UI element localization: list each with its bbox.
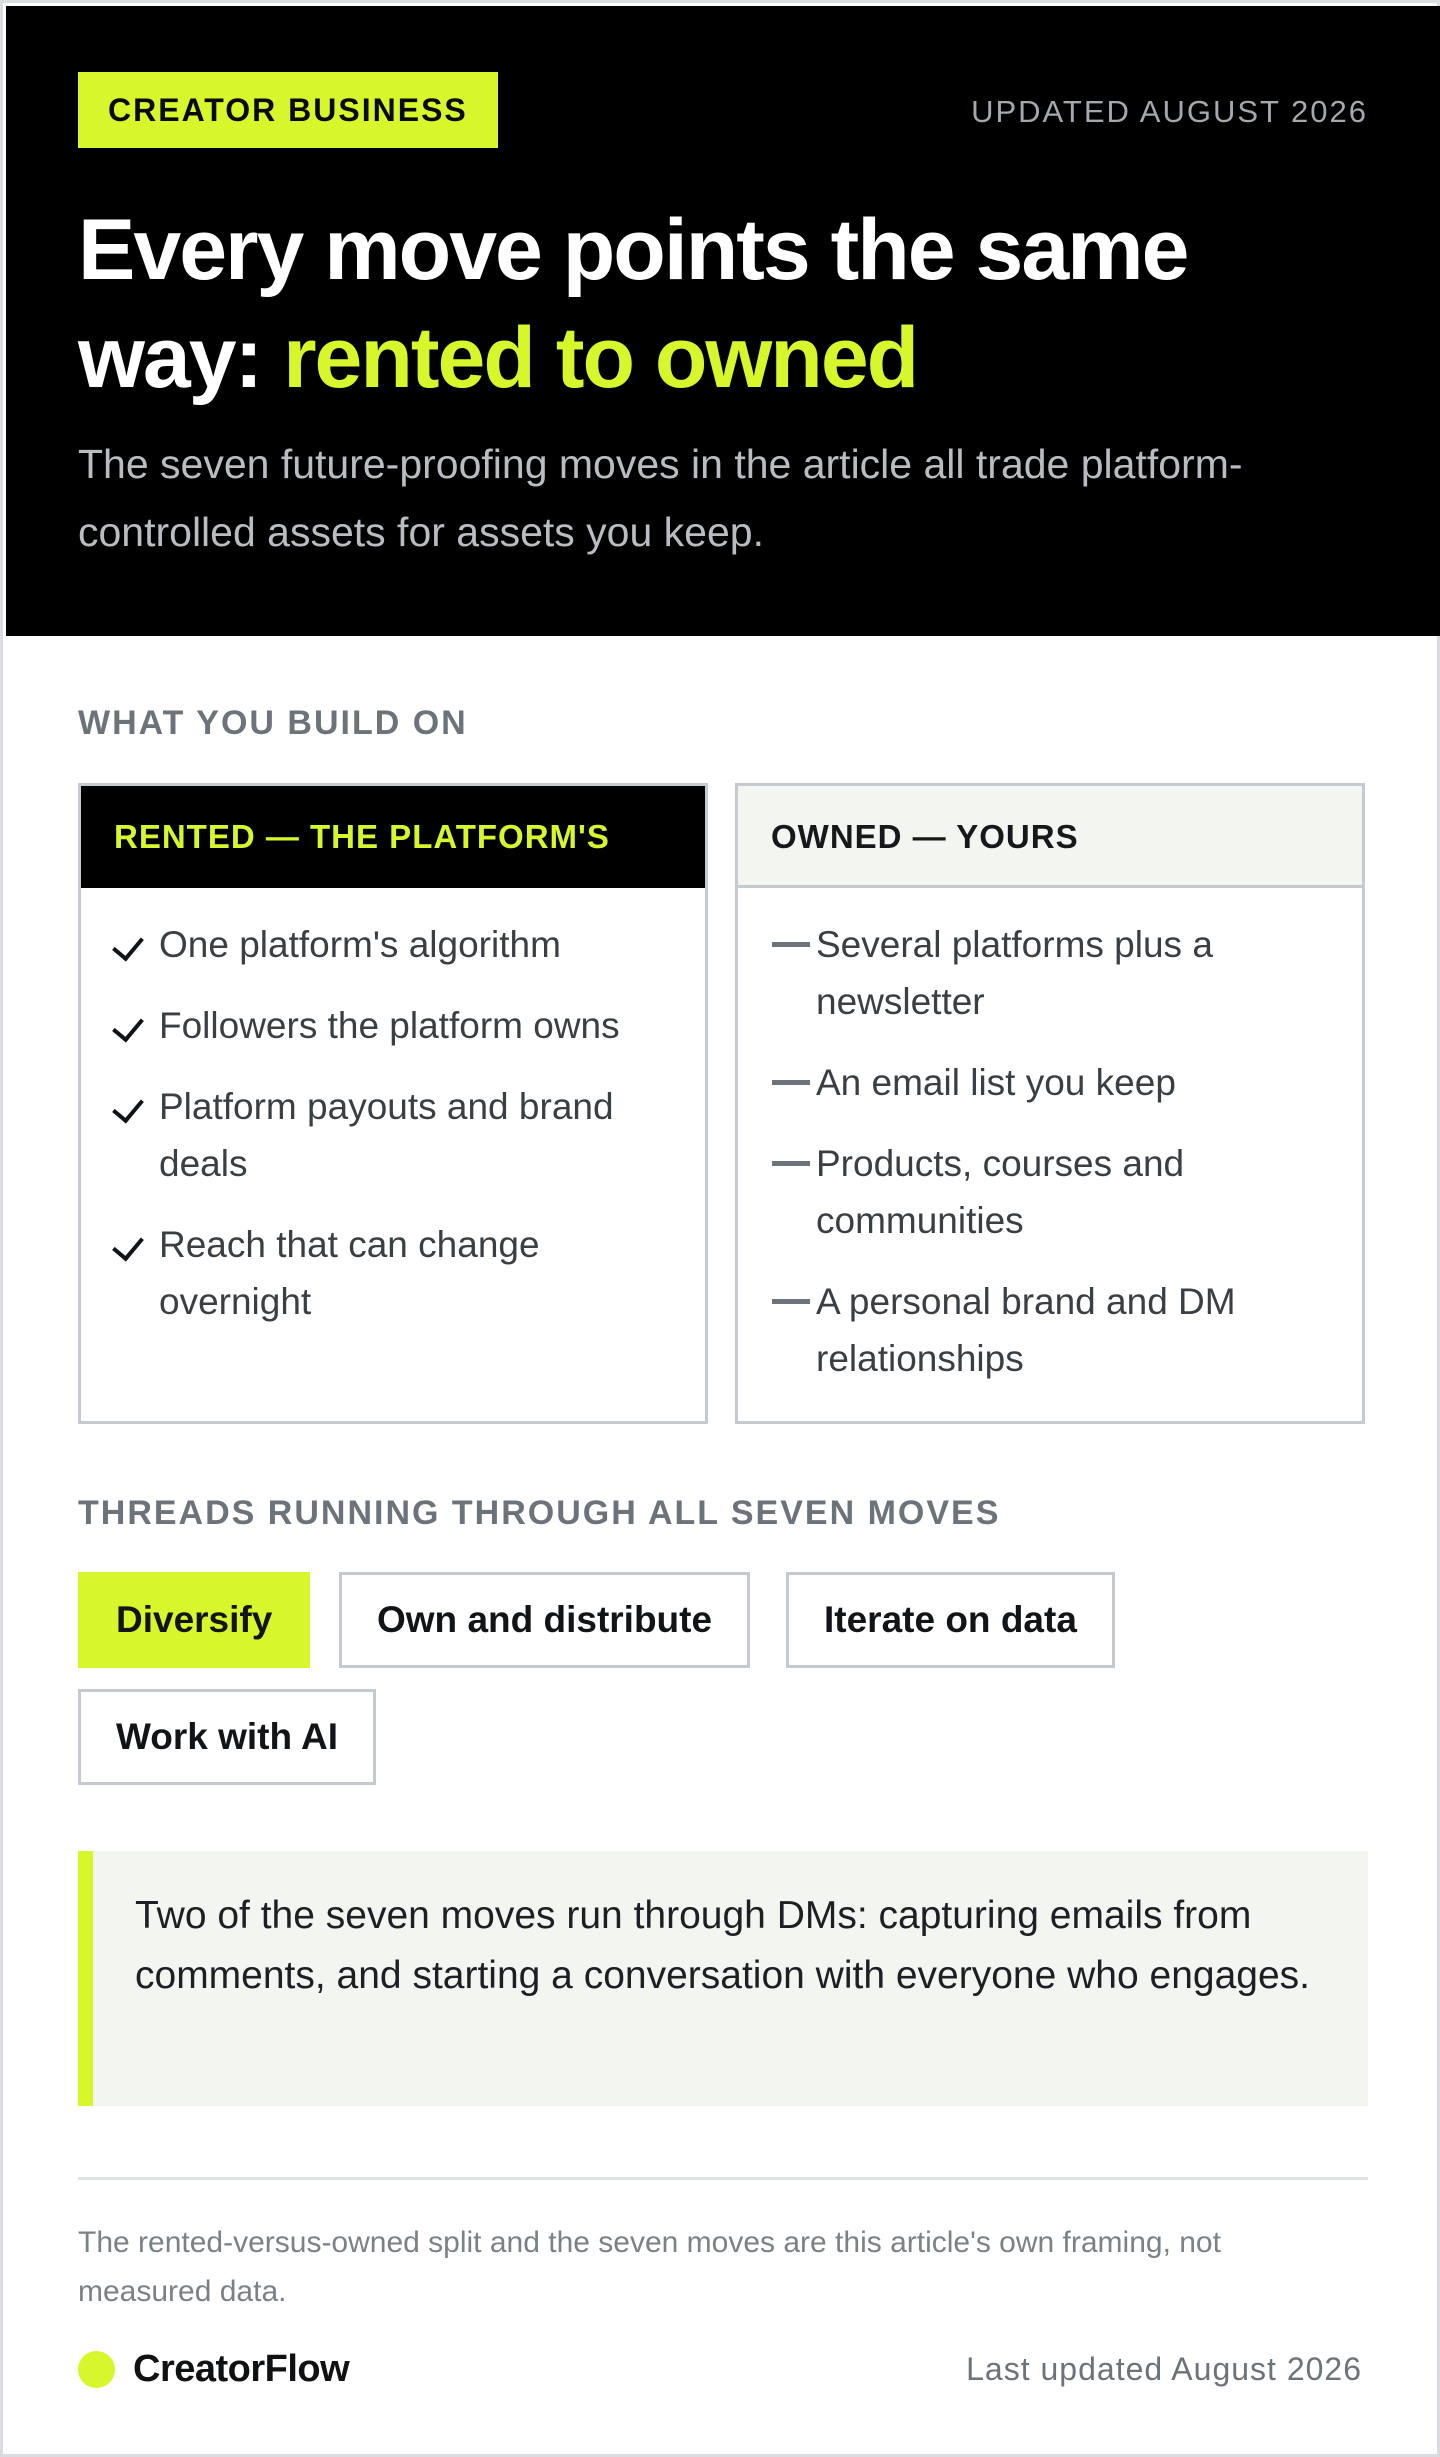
list-item-text: One platform's algorithm	[159, 924, 561, 965]
callout-text: Two of the seven moves run through DMs: capturing emails from comments, and starting a conversation with everyone who engages.	[135, 1894, 1310, 1997]
check-icon	[115, 997, 155, 1054]
dash-icon	[772, 916, 812, 973]
chip-diversify[interactable]: Diversify	[78, 1572, 310, 1668]
subhead: The seven future-proofing moves in the article all trade platform-controlled assets for assets you keep.	[78, 441, 1243, 555]
list-item-text: Products, courses and communities	[816, 1143, 1185, 1241]
list-item-text: Several platforms plus a newsletter	[816, 924, 1213, 1022]
owned-list	[738, 888, 1362, 1387]
list-item	[115, 916, 675, 973]
dash-icon	[772, 1135, 812, 1192]
owned-column	[735, 783, 1365, 1424]
brand-dot-icon	[78, 2351, 115, 2388]
list-item-text: A personal brand and DM relationships	[816, 1281, 1236, 1379]
list-item	[772, 916, 1332, 1030]
list-item-text: Reach that can change overnight	[159, 1224, 540, 1322]
category-tag: CREATOR BUSINESS	[78, 72, 498, 148]
rented-list	[81, 888, 705, 1330]
footnote: The rented-versus-owned split and the seven moves are this article's own framing, not measured data.	[78, 2226, 1221, 2308]
owned-column-title: OWNED — YOURS	[738, 786, 1362, 888]
list-item-text: Platform payouts and brand deals	[159, 1086, 614, 1184]
chip-work-with-ai[interactable]: Work with AI	[78, 1689, 376, 1785]
divider	[78, 2177, 1368, 2180]
check-icon	[115, 916, 155, 973]
check-icon	[115, 1216, 155, 1273]
dash-icon	[772, 1273, 812, 1330]
brand-logo	[78, 2346, 349, 2392]
updated-date: UPDATED AUGUST 2026	[971, 94, 1368, 129]
list-item	[115, 1078, 675, 1192]
list-item	[772, 1273, 1332, 1387]
headline-prefix: Every move points the same way:	[78, 202, 1188, 406]
dash-icon	[772, 1054, 812, 1111]
list-item	[115, 1216, 675, 1330]
headline	[78, 196, 1378, 412]
check-icon	[115, 1078, 155, 1135]
list-item	[772, 1054, 1332, 1111]
callout-box	[78, 1851, 1368, 2106]
chip-own-and-distribute[interactable]: Own and distribute	[339, 1572, 750, 1668]
list-item-text: An email list you keep	[816, 1062, 1176, 1103]
headline-accent: rented to owned	[283, 310, 918, 406]
threads-section-label: THREADS RUNNING THROUGH ALL SEVEN MOVES	[78, 1494, 1001, 1532]
list-item	[115, 997, 675, 1054]
brand-name: CreatorFlow	[133, 2347, 350, 2390]
list-item-text: Followers the platform owns	[159, 1005, 620, 1046]
hero-header	[6, 6, 1440, 636]
list-item	[772, 1135, 1332, 1249]
rented-column	[78, 783, 708, 1424]
footer-updated: Last updated August 2026	[966, 2351, 1362, 2387]
chip-iterate-on-data[interactable]: Iterate on data	[786, 1572, 1115, 1668]
build-section-label: WHAT YOU BUILD ON	[78, 704, 468, 742]
rented-column-title: RENTED — THE PLATFORM'S	[81, 786, 705, 888]
